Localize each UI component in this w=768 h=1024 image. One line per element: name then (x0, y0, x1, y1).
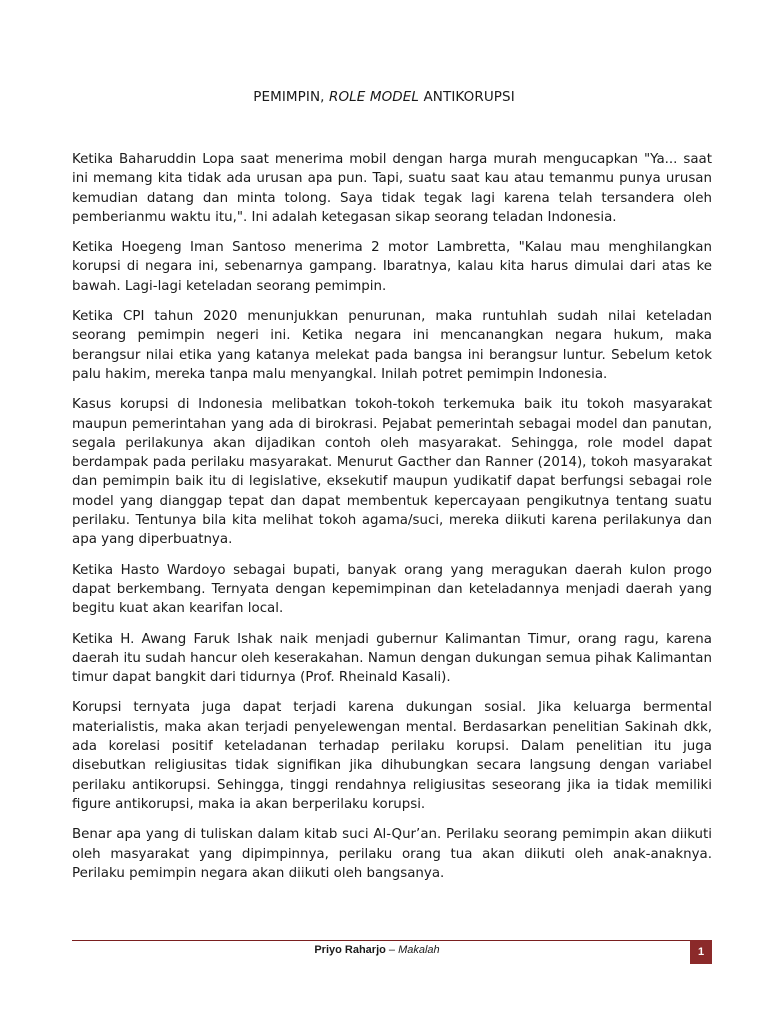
paragraph-4: Kasus korupsi di Indonesia melibatkan tokoh-tokoh terkemuka baik itu tokoh masyarakat maupun pemerintahan yang ada di birokrasi. Pejabat pemerintah sebagai model dan panutan, segala perilakunya akan dijadikan contoh oleh masyarakat. Sehingga, role model dapat berdampak pada perilaku masyarakat. Menurut Gacther dan Ranner (2014), tokoh masyarakat dan pemimpin baik itu di legislative, eksekutif maupun yudikatif dapat berfungsi sebagai role model yang dianggap tepat dan dapat membentuk kepercayaan pengikutnya tentang suatu perilaku. Tentunya bila kita melihat tokoh agama/suci, mereka diikuti karena perilakunya dan apa yang diperbuatnya. (72, 397, 712, 548)
page-number-badge (690, 940, 712, 964)
footer-divider (72, 940, 712, 941)
paragraph-1: Ketika Baharuddin Lopa saat menerima mobil dengan harga murah mengucapkan "Ya... saat ini memang kita tidak ada urusan apa pun. Tapi, suatu saat kau atau temanmu punya urusan kemudian datang dan minta tolong. Saya tidak tegak lagi karena telah tersandera oleh pemberianmu waktu itu,". Ini adalah ketegasan sikap seorang teladan Indonesia. (72, 152, 712, 225)
paragraph-2: Ketika Hoegeng Iman Santoso menerima 2 motor Lambretta, "Kalau mau menghilangkan korupsi di negara ini, sebenarnya gampang. Ibaratnya, kalau kita harus dimulai dari atas ke bawah. Lagi-lagi keteladan seorang pemimpin. (72, 240, 712, 294)
title-part-1: PEMIMPIN, (253, 89, 329, 105)
title-part-italic: ROLE MODEL (328, 89, 420, 105)
page-number: 1 (697, 946, 705, 958)
paragraph-3: Ketika CPI tahun 2020 menunjukkan penurunan, maka runtuhlah sudah nilai keteladan seorang pemimpin negeri ini. Ketika negara ini mencanangkan negara hukum, maka berangsur nilai etika yang katanya melekat pada bangsa ini berangsur luntur. Sebelum ketok palu hakim, mereka tanpa malu menyangkal. Inilah potret pemimpin Indonesia. (72, 309, 712, 382)
footer-separator: – (385, 944, 399, 956)
page-title (72, 89, 696, 105)
paragraph-5: Ketika Hasto Wardoyo sebagai bupati, banyak orang yang meragukan daerah kulon progo dapat berkembang. Ternyata dengan kepemimpinan dan keteladannya menjadi daerah yang begitu kuat akan kearifan local. (72, 562, 712, 617)
footer-doc-type: Makalah (398, 944, 440, 956)
paragraph-6: Ketika H. Awang Faruk Ishak naik menjadi gubernur Kalimantan Timur, orang ragu, karena daerah itu sudah hancur oleh keserakahan. Namun dengan dukungan semua pihak Kalimantan timur dapat bangkit dari tidurnya (Prof. Rheinald Kasali). (72, 631, 712, 686)
footer-author: Priyo Raharjo (314, 944, 386, 956)
title-part-3: ANTIKORUPSI (419, 89, 515, 105)
page-footer (72, 944, 682, 956)
document-body (72, 150, 712, 894)
paragraph-8: Benar apa yang di tuliskan dalam kitab suci Al-Qur’an. Perilaku seorang pemimpin akan diikuti oleh masyarakat yang dipimpinnya, perilaku orang tua akan diikuti oleh anak-anaknya. Perilaku pemimpin negara akan diikuti oleh bangsanya. (72, 827, 712, 881)
paragraph-7: Korupsi ternyata juga dapat terjadi karena dukungan sosial. Jika keluarga bermental materialistis, maka akan terjadi penyelewengan mental. Berdasarkan penelitian Sakinah dkk, ada korelasi positif keteladanan terhadap perilaku korupsi. Dalam penelitian itu juga disebutkan religiusitas tidak signifikan jika dihubungkan secara langsung dengan variabel perilaku antikorupsi. Sehingga, tinggi rendahnya religiusitas seseorang jika ia tidak memiliki figure antikorupsi, maka ia akan berperilaku korupsi. (72, 700, 712, 812)
